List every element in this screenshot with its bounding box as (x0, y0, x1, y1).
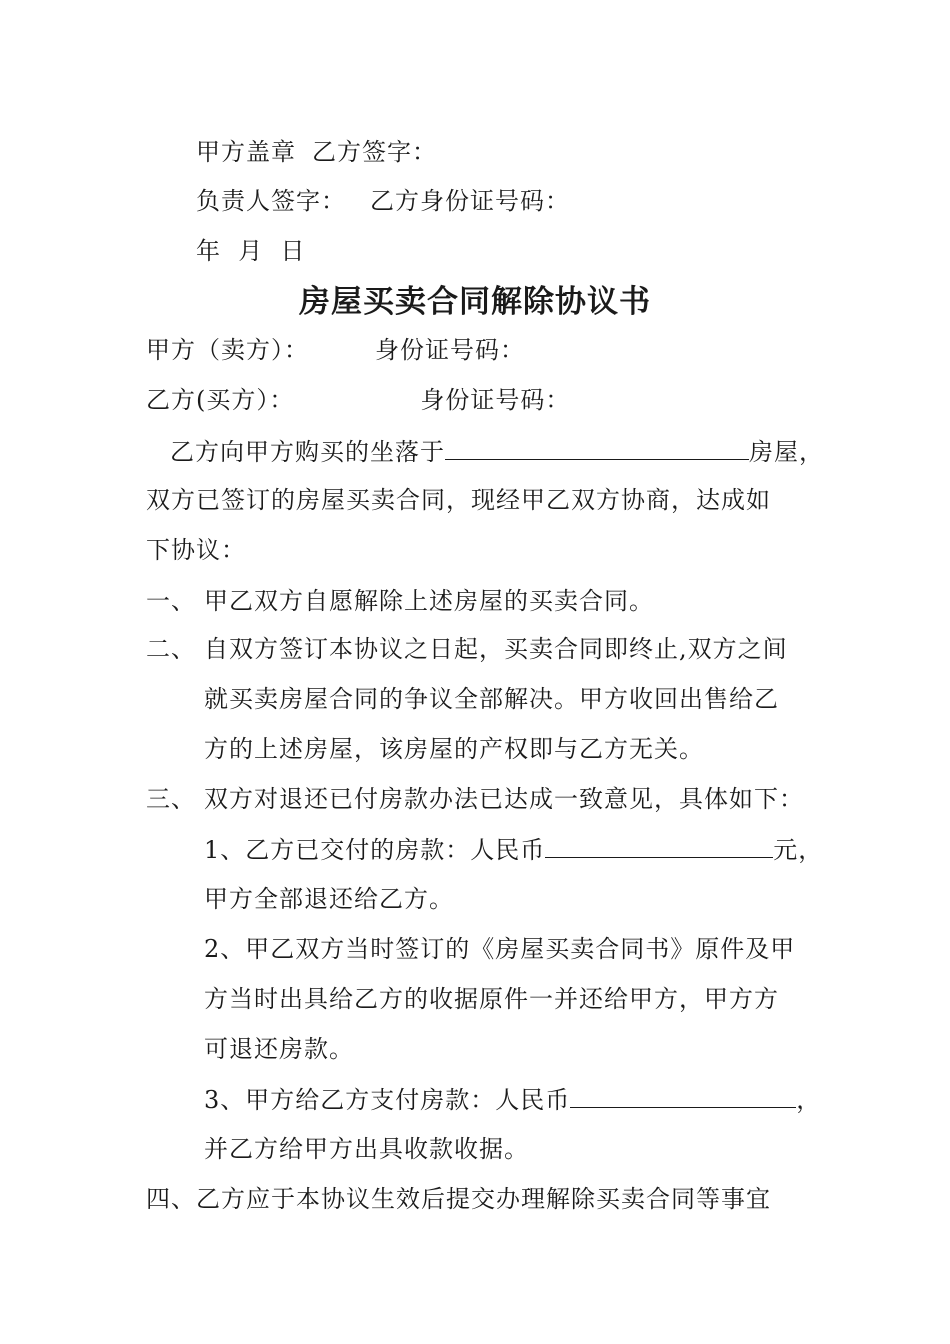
signature-row-2 (196, 185, 570, 217)
clause-4-text: 四、乙方应于本协议生效后提交办理解除买卖合同等事宜 (146, 1185, 771, 1213)
party-a-seal-label: 甲方盖章 (196, 138, 296, 166)
sub-item-3-line-1 (204, 1083, 821, 1116)
signature-row-1 (196, 136, 437, 168)
refund-amount-blank (545, 833, 773, 858)
party-a-label: 甲方（卖方）： (146, 336, 309, 364)
property-location-blank (445, 435, 749, 460)
party-a-row (146, 334, 525, 366)
sub-item-1-prefix: 1、乙方已交付的房款：人民币 (204, 836, 546, 864)
clause-2-line-2: 就买卖房屋合同的争议全部解决。甲方收回出售给乙 (204, 685, 779, 713)
sub-item-1-line-2: 甲方全部退还给乙方。 (204, 885, 454, 913)
sub-item-1-line-1 (204, 833, 823, 866)
clause-1-number: 一、 (146, 587, 196, 615)
clause-2-line-3: 方的上述房屋，该房屋的产权即与乙方无关。 (204, 735, 704, 763)
sub-item-3-prefix: 3、甲方给乙方支付房款：人民币 (204, 1086, 571, 1114)
intro-line-1 (170, 435, 824, 468)
sub-item-2-line-3: 可退还房款。 (204, 1035, 354, 1063)
sub-item-2-line-1: 2、甲乙双方当时签订的《房屋买卖合同书》原件及甲 (204, 935, 796, 963)
party-b-label: 乙方(买方）： (146, 386, 295, 414)
sub-item-3-line-2: 并乙方给甲方出具收款收据。 (204, 1135, 529, 1163)
party-b-id-label: 身份证号码： (420, 386, 571, 414)
manager-sign-label: 负责人签字： (196, 187, 346, 215)
clause-2-line-1: 自双方签订本协议之日起，买卖合同即终止,双方之间 (204, 635, 788, 663)
clause-3-text: 双方对退还已付房款办法已达成一致意见，具体如下： (204, 785, 804, 813)
party-b-id-label: 乙方身份证号码： (370, 187, 570, 215)
date-line: 年 月 日 (196, 237, 306, 265)
clause-2-number: 二、 (146, 635, 196, 663)
party-a-id-label: 身份证号码： (375, 336, 525, 364)
party-b-row (146, 384, 570, 416)
clause-1-text: 甲乙双方自愿解除上述房屋的买卖合同。 (204, 587, 654, 615)
document-title: 房屋买卖合同解除协议书 (299, 284, 651, 320)
intro-prefix: 乙方向甲方购买的坐落于 (170, 438, 445, 466)
payment-amount-blank (570, 1083, 796, 1108)
intro-line-2: 双方已签订的房屋买卖合同，现经甲乙双方协商，达成如 (146, 486, 771, 514)
intro-line-3: 下协议： (146, 536, 246, 564)
sub-item-3-suffix: ， (796, 1086, 822, 1114)
intro-suffix: 房屋， (749, 438, 824, 466)
clause-3-number: 三、 (146, 785, 196, 813)
sub-item-1-suffix: 元， (773, 836, 824, 864)
party-b-sign-label: 乙方签字： (312, 138, 437, 166)
sub-item-2-line-2: 方当时出具给乙方的收据原件一并还给甲方，甲方方 (204, 985, 779, 1013)
